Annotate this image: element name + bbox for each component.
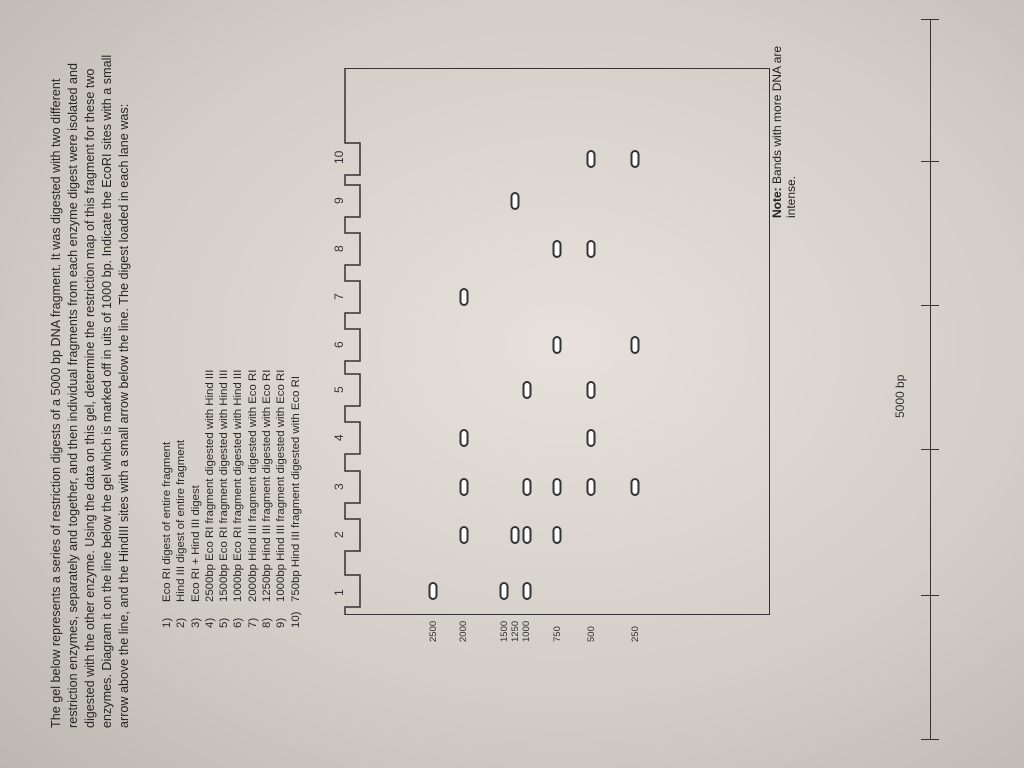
lane-number: 9: [332, 197, 346, 204]
gel-band: [588, 479, 595, 495]
gel-comb-wells: [345, 68, 360, 615]
ladder-label: 2500: [428, 620, 439, 642]
gel-band: [524, 479, 531, 495]
ladder-label: 750: [552, 626, 563, 642]
lane-number: 7: [332, 293, 346, 300]
list-item: 6) 1000bp Eco RI fragment digested with Hind III: [232, 369, 245, 628]
ladder-label: 2000: [458, 620, 469, 642]
map-tick: [921, 161, 939, 162]
lane-number: 6: [332, 341, 346, 348]
lane-number: 5: [332, 386, 346, 393]
gel-band: [554, 479, 561, 495]
list-item: 8) 1250bp Hind III fragment digested with Eco RI: [261, 369, 274, 628]
note-label: Note:: [770, 187, 784, 218]
map-tick: [921, 449, 939, 450]
list-item: 2) Hind III digest of entire fragment: [175, 439, 188, 628]
restriction-map-line: [930, 20, 931, 740]
gel-band: [632, 479, 639, 495]
list-item: 3) Eco RI + Hind III digest: [189, 485, 202, 628]
list-item: 5) 1500bp Eco RI fragment digested with Hind III: [218, 369, 231, 628]
gel-band: [461, 479, 468, 495]
list-item: 9) 1000bp Hind III fragment digested with Eco RI: [275, 369, 288, 628]
gel-band: [554, 337, 561, 353]
gel-band: [512, 527, 519, 543]
ladder-label: 1000: [521, 620, 532, 642]
lane-number: 8: [332, 245, 346, 252]
ladder-label: 1250: [510, 620, 521, 642]
gel-band: [588, 382, 595, 398]
intro-paragraph: The gel below represents a series of restriction digests of a 5000 bp DNA fragment. It was digested with two different restriction enzymes, separately and together, and then individual fragments from each enzyme digest were isolated and digested with the other enzyme. Using the data on this gel, determine the restriction map of this fragment for these two enzymes. Diagram it on the line below the gel which is marked off in uits of 1000 bp. Indicate the EcoRI sites with a small arrow above the line, and the HindIII sites with a small arrow below the line. The digest loaded in each lane was:: [49, 54, 131, 728]
map-tick: [921, 19, 939, 20]
lane-number: 4: [332, 434, 346, 441]
gel-band: [554, 241, 561, 257]
gel-band: [632, 151, 639, 167]
list-item: 7) 2000bp Hind III fragment digested with Eco RI: [246, 369, 259, 628]
list-item: 4) 2500bp Eco RI fragment digested with Hind III: [203, 369, 216, 628]
map-tick: [921, 595, 939, 596]
gel-band: [512, 193, 519, 209]
gel-band: [461, 430, 468, 446]
gel-band: [632, 337, 639, 353]
ladder-label: 500: [586, 626, 597, 642]
gel-band: [524, 382, 531, 398]
ladder-label: 1500: [499, 620, 510, 642]
gel-band: [588, 430, 595, 446]
map-length-label: 5000 bp: [893, 374, 907, 418]
gel-band: [524, 583, 531, 599]
note: [770, 18, 798, 218]
map-tick: [921, 739, 939, 740]
lane-number: 1: [332, 589, 346, 596]
ladder-label: 250: [630, 626, 641, 642]
lane-number: 2: [332, 531, 346, 538]
list-item: 1) Eco RI digest of entire fragment: [161, 441, 173, 628]
gel-band: [554, 527, 561, 543]
map-tick: [921, 305, 939, 306]
gel-band: [501, 583, 508, 599]
note-text: Bands with more DNA are intense.: [770, 45, 798, 218]
gel-band: [524, 527, 531, 543]
gel-band: [461, 527, 468, 543]
lane-number: 10: [332, 150, 346, 164]
list-item: 10) 750bp Hind III fragment digested with Eco RI: [289, 375, 302, 628]
gel-band: [588, 151, 595, 167]
gel-band: [430, 583, 437, 599]
lane-number: 3: [332, 483, 346, 490]
gel-band: [461, 289, 468, 305]
gel-band: [588, 241, 595, 257]
